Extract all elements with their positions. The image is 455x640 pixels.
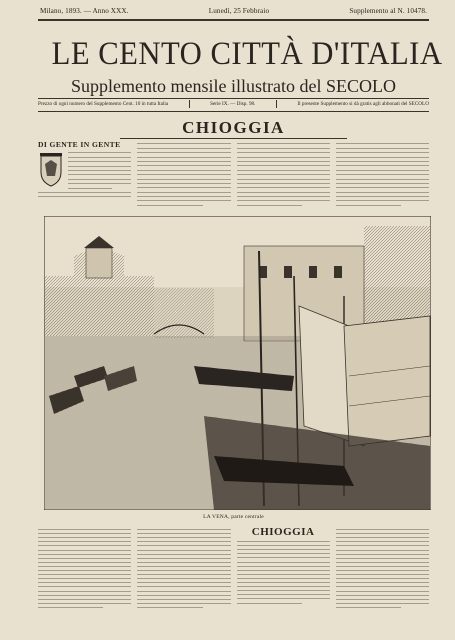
info-separator: [189, 100, 190, 108]
article-columns-top: [38, 140, 429, 215]
info-separator: [276, 100, 277, 108]
masthead: LE CENTO CITTÀ D'ITALIA: [51, 36, 443, 72]
article-column: [38, 526, 131, 631]
info-free: Il presente Supplemento si dà gratis agli abbonati del SECOLO: [297, 101, 429, 107]
box-title: CHIOGGIA: [251, 526, 315, 538]
info-rule-bottom: [38, 111, 429, 112]
article-column: [38, 140, 131, 215]
illustration-caption: LA VENA, parte centrale: [203, 514, 264, 520]
section-heading: DI GENTE IN GENTE: [38, 140, 121, 149]
article-title: CHIOGGIA: [182, 118, 285, 137]
title-underline: [120, 138, 347, 139]
article-columns-bottom: [38, 526, 429, 631]
article-column: [137, 140, 230, 215]
article-column: [336, 140, 429, 215]
chioggia-canal-engraving: [44, 216, 431, 510]
info-rule-top: [38, 98, 429, 99]
article-column: [137, 526, 230, 631]
info-series: Serie IX. — Disp. 98.: [210, 101, 256, 107]
info-price: Prezzo di ogni numero del Supplemento Cent. 10 in tutta Italia: [38, 101, 169, 107]
header-supplement: Supplemento al N. 10478.: [349, 7, 427, 15]
header-line: [40, 7, 427, 15]
article-column: [336, 526, 429, 631]
header-date-issue: Milano, 1893. — Anno XXX.: [40, 7, 129, 15]
article-column: [237, 140, 330, 215]
masthead-subtitle: Supplemento mensile illustrato del SECOLO: [71, 76, 396, 96]
header-rule: [38, 19, 429, 21]
coat-of-arms-icon: [38, 152, 64, 188]
header-day: Lunedì, 25 Febbraio: [208, 7, 270, 15]
info-line: [38, 100, 429, 108]
article-column: [237, 526, 330, 631]
